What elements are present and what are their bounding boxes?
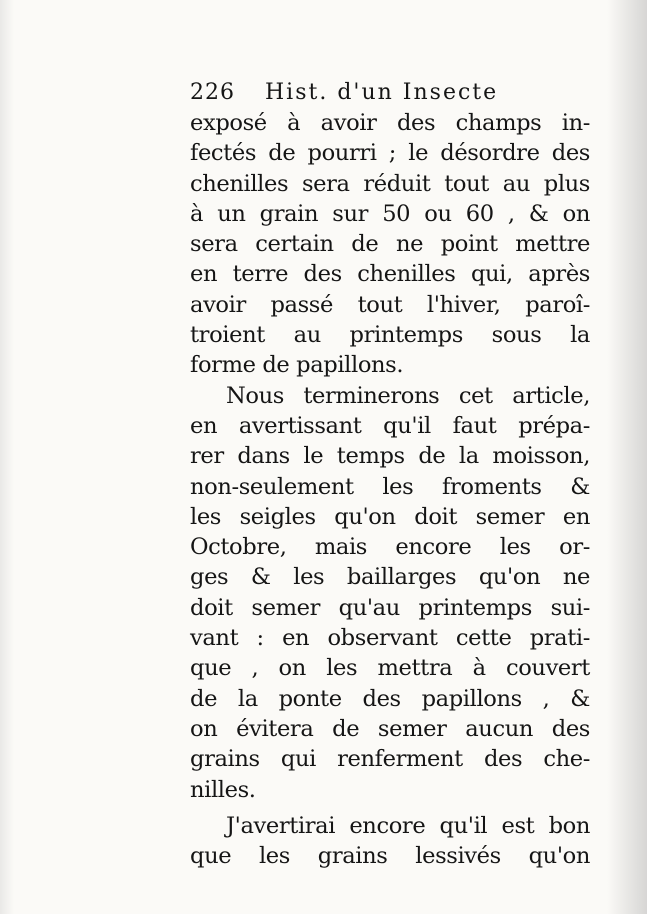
text-line: rer dans le temps de la moisson, bbox=[190, 443, 590, 470]
page-gutter-shadow bbox=[0, 0, 14, 914]
text-line: à un grain sur 50 ou 60 , & on bbox=[190, 200, 590, 227]
page-number: 226 bbox=[190, 80, 235, 105]
text-line: que les grains lessivés qu'on bbox=[190, 843, 590, 870]
text-line: forme de papillons. bbox=[190, 352, 404, 379]
text-line: Nous terminerons cet article, bbox=[226, 382, 590, 409]
text-line: nilles. bbox=[190, 776, 256, 803]
text-line: Octobre, mais encore les or- bbox=[190, 534, 590, 561]
text-block bbox=[190, 78, 590, 871]
text-line: exposé à avoir des champs in- bbox=[190, 110, 590, 136]
text-line: vant : en observant cette prati- bbox=[190, 625, 590, 652]
text-line: on évitera de semer aucun des bbox=[190, 715, 590, 742]
running-title: Hist. d'un Insecte bbox=[265, 80, 499, 105]
text-line: chenilles sera réduit tout au plus bbox=[190, 170, 590, 197]
paragraph-2 bbox=[190, 381, 590, 805]
text-line: les seigles qu'on doit semer en bbox=[190, 503, 590, 530]
text-line: J'avertirai encore qu'il est bon bbox=[226, 812, 590, 839]
text-line: en terre des chenilles qui, après bbox=[190, 261, 590, 288]
page-edge-shadow bbox=[607, 0, 647, 914]
text-line: non-seulement les froments & bbox=[190, 473, 590, 500]
text-line: ges & les baillarges qu'on ne bbox=[190, 564, 590, 591]
paragraph-1 bbox=[190, 108, 590, 381]
text-line: grains qui renferment des che- bbox=[190, 746, 590, 773]
text-line: de la ponte des papillons , & bbox=[190, 685, 590, 712]
paragraph-3 bbox=[190, 811, 590, 872]
text-line: fectés de pourri ; le désordre des bbox=[190, 140, 590, 167]
text-line: avoir passé tout l'hiver, paroî- bbox=[190, 291, 590, 318]
text-line: sera certain de ne point mettre bbox=[190, 231, 590, 258]
text-line: en avertissant qu'il faut prépa- bbox=[190, 412, 590, 439]
text-line: doit semer qu'au printemps sui- bbox=[190, 594, 590, 621]
text-line: que , on les mettra à couvert bbox=[190, 655, 590, 682]
text-line: troient au printemps sous la bbox=[190, 322, 590, 349]
running-header bbox=[190, 78, 590, 108]
